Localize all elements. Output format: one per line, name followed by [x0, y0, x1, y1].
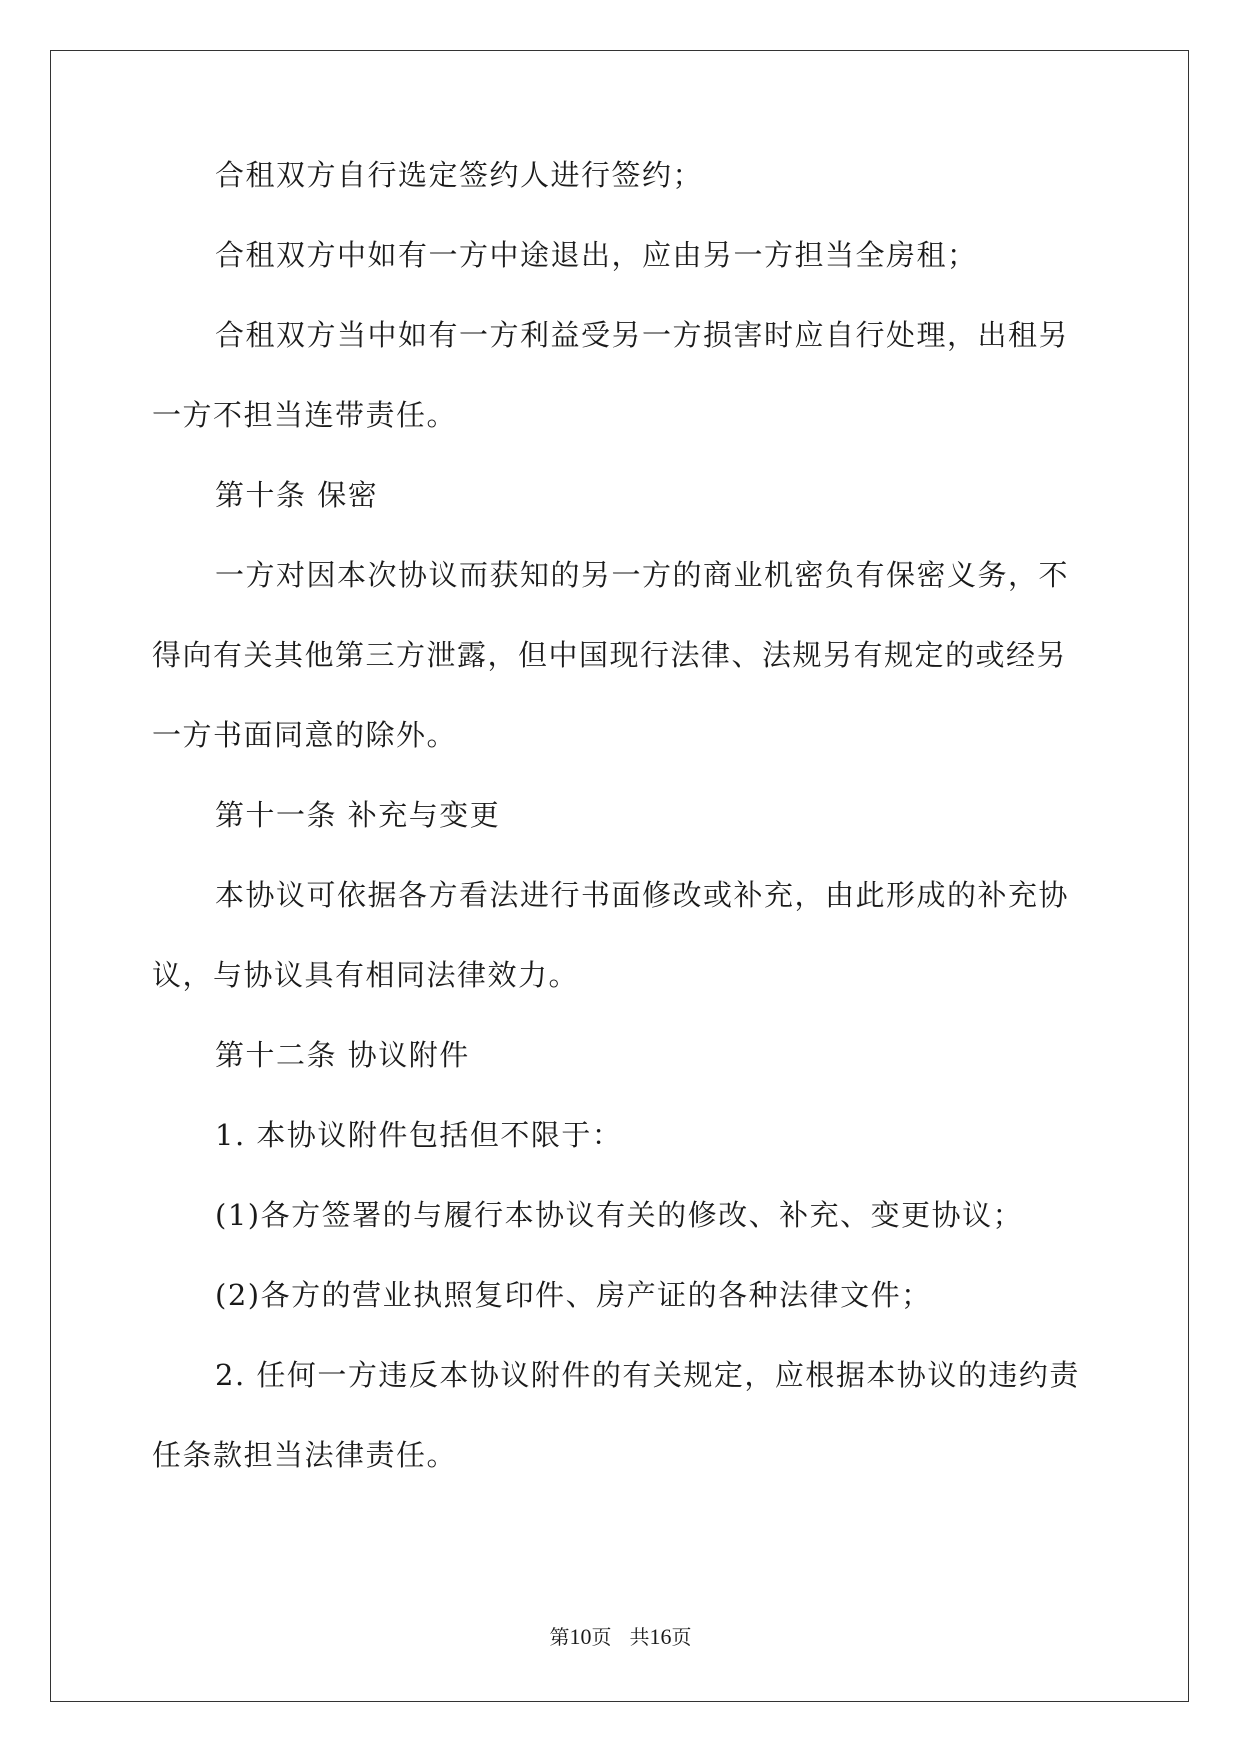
document-body [152, 160, 1092, 1520]
total-page-number: 16 [649, 1624, 672, 1649]
paragraph-line: 任条款担当法律责任。 [152, 1438, 458, 1472]
total-prefix: 共 [629, 1625, 650, 1649]
section-heading: 第十条 保密 [215, 478, 379, 512]
paragraph-line: 合租双方中如有一方中途退出，应由另一方担当全房租； [215, 238, 978, 272]
list-item: 2. 任何一方违反本协议附件的有关规定，应根据本协议的违约责 [215, 1358, 1080, 1392]
section-heading: 第十一条 补充与变更 [215, 798, 501, 832]
current-page-number: 10 [569, 1624, 592, 1649]
page-suffix: 页 [591, 1625, 612, 1649]
section-heading: 第十二条 协议附件 [215, 1038, 470, 1072]
paragraph-line: 本协议可依据各方看法进行书面修改或补充，由此形成的补充协 [215, 878, 1070, 912]
page-prefix: 第 [549, 1625, 570, 1649]
paragraph-line: 议，与协议具有相同法律效力。 [152, 958, 580, 992]
list-item: (1)各方签署的与履行本协议有关的修改、补充、变更协议； [215, 1198, 1024, 1232]
paragraph-line: 合租双方自行选定签约人进行签约； [215, 158, 704, 192]
paragraph-line: 一方书面同意的除外。 [152, 718, 458, 752]
paragraph-line: 得向有关其他第三方泄露，但中国现行法律、法规另有规定的或经另 [152, 638, 1068, 672]
paragraph-line: 合租双方当中如有一方利益受另一方损害时应自行处理，出租另 [215, 318, 1070, 352]
list-item: (2)各方的营业执照复印件、房产证的各种法律文件； [215, 1278, 932, 1312]
total-suffix: 页 [671, 1625, 692, 1649]
page-footer [0, 1625, 1241, 1649]
list-item: 1. 本协议附件包括但不限于： [215, 1118, 623, 1152]
paragraph-line: 一方对因本次协议而获知的另一方的商业机密负有保密义务，不 [215, 558, 1070, 592]
paragraph-line: 一方不担当连带责任。 [152, 398, 458, 432]
